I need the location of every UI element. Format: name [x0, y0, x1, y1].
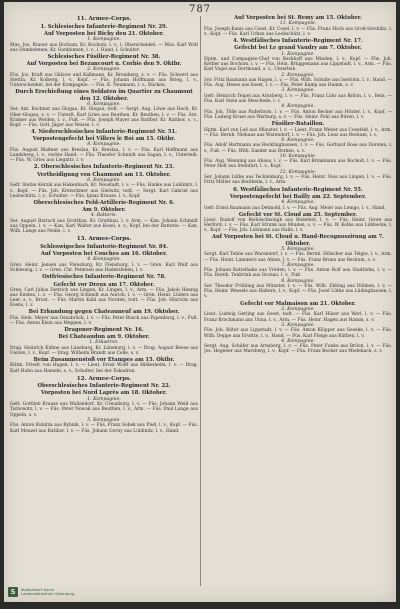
page-number: 787	[188, 4, 212, 15]
unit-subheading: 6. Kompagnie.	[87, 101, 121, 107]
section-heading: Gefecht bei Le grand Vaudry am 7. Oktober.	[234, 45, 362, 52]
casualty-entry: Sergt. Karl Tebbe aus Warendorf, l. v. — Füs. Bernh. Hölscher aus Telgte, l. v., Arm. — Füs. Heinr. Lammers aus Ahlen, l. v. — Füs. Franz Brune aus Beckum, s. v.	[204, 252, 392, 263]
casualty-entry: Gefr. Stefan Kerzik aus Hakenbach, Kr. Neustadt, l. v. — Füs. Hanke aus Lublinitz, l. v., Kopf. — Füs. Joh. Kretschmer aus Gleiwitz, todt. — Sergt. Karl Gabriel aus Leobschütz, l. v., Schulter. — Füs. Ignaz Krause, l. v., Kopf.	[10, 183, 198, 199]
casualty-entry: Lieut. Rudolf von Bodelschwingh aus Bielefeld, l. v. — Füs. Heinr. Grote aus Herford, l. v. — Füs. Karl Strunk aus Minden, s. v. — Füs. W. Kolbe aus Lübbecke, l. v., Kopf. — Füs. Joh. Lohmann aus Halle, l. v.	[204, 217, 392, 234]
unit-subheading: 1. Eskadron.	[89, 340, 119, 346]
casualty-entry: Gefr. Ernst Baumann aus Detmold, l. v. — Füs. Aug. Meier aus Lemgo, l. v., Hand.	[204, 205, 386, 211]
section-heading: Auf Vorposten bei Conches am 16. Oktober.	[40, 251, 168, 258]
unit-subheading: 6. Kompagnie.	[87, 177, 121, 183]
section-heading: 4. Westfälisches Infanterie-Regiment Nr. 17.	[233, 38, 363, 45]
section-heading: Dragoner-Regiment Nr. 16.	[64, 326, 144, 333]
casualty-entry: Gren. Carl Julius Dietrich aus Lingen, Kr. Lingen, l. v., Arm. — Füs. Jakob Hennig aus Emden, l. v. — Füs. Georg Schmidt aus Aurich, l. v. — Gren. Heinr. Lüders aus Leer, s. v., Brust. — Füs. Martin Kahl aus Norden, todt. — Füs. Joh. Hinrichs aus Esens, l. v.	[10, 287, 198, 309]
unit-subheading: 2. Kompagnie.	[87, 67, 121, 73]
section-heading: Schleswigsches Infanterie-Regiment Nr. 84.	[40, 244, 168, 250]
unit-subheading: 12. Kompagnie.	[279, 169, 317, 175]
section-heading: Auf Vorposten bei St. Cloud u. Hand-Recognoszirung am 7. Oktober.	[212, 234, 384, 247]
unit-subheading: 4. Kompagnie.	[281, 338, 315, 344]
casualty-entry: Füs. Hein. Meyer aus Osnabrück, l. v. — Füs. Peter Busch aus Papenburg, l. v., Fuß. — Füs. Anton Klein aus Meppen, l. v.	[10, 315, 198, 326]
corps-heading: 11. Armee-Corps.	[76, 16, 132, 22]
casualty-entry: Drag. Heinrich Kühne aus Lüneburg, Kr. Lüneburg, l. v. — Drag. August Reese aus Uelzen, l. v., Kopf. — Drag. Wilhelm Brandt aus Celle, s. v.	[10, 345, 198, 357]
unit-subheading: 5. Kompagnie.	[281, 246, 315, 252]
section-heading: Vertheidigung von Chaumont am 13. Oktober.	[37, 171, 171, 178]
casualty-entry: Ser. Fritz Baumann aus Hagen, l. v. — Füs. Wilh. Schulte aus Iserlohn, l. v., Hand. — Füs. Aug. Hesse aus Soest, l. v. — Füs. Peter Kamp aus Hamm, s. v.	[204, 78, 392, 89]
casualty-entry: Gefr. Heinrich Teipel aus Arnsberg, l. v. — Füs. Franz Löhr aus Brilon, l. v., Bein. — Füs. Karl Stein aus Meschede, l. v.	[204, 94, 392, 105]
library-logo	[8, 585, 104, 599]
section-heading: Auf Vorposten bei Bezancourt u. Corbie den 9. Oktbr.	[26, 61, 182, 68]
section-heading: 1. Schlesisches Infanterie-Regiment Nr. 29.	[40, 23, 168, 30]
unit-subheading: 1. Kompagnie.	[87, 37, 121, 42]
casualty-entry: Rittm. Friedr. von Hagen, l. v. — Lieut. Ernst Wolff aus Hildesheim, l. v. — Drag. Karl Hahn aus Hameln, s. v., Schulter, bei der Eskadron.	[10, 363, 198, 374]
library-logo-line2: Landesbibliothek Oldenburg	[21, 591, 75, 596]
unit-subheading: 3. Kompagnie.	[281, 322, 315, 328]
unit-subheading: 4. Kompagnie.	[281, 199, 315, 205]
section-heading: Bei Chateaudun am 9. Oktober.	[58, 334, 150, 341]
section-heading: Auf Vorposten bei St. Remy am 15. Oktober.	[234, 15, 362, 21]
unit-subheading: 7. Kompagnie.	[281, 262, 315, 268]
casualty-entry: Gefr. Gottlieb Krause aus Wallendorf, Kr. Creuzburg, l. v. — Füs. Johann Weiß aus Tarnowitz, l. v. — Füs. Peter Nowak aus Beuthen, l. v., Arm. — Füs. Paul Lange aus Oppeln, s. v.	[10, 402, 198, 418]
section-heading: Vorpostengefecht bei Bailly am 22. September.	[229, 193, 367, 200]
corps-heading: 13. Armee-Corps.	[76, 236, 132, 243]
section-heading: Vorposten bei Nord Laprès am 18. Oktober.	[41, 390, 167, 397]
corps-heading: 12. Armee-Corps.	[76, 375, 132, 382]
section-heading: 2. Oberschlesisches Infanterie-Regiment Nr. 23.	[33, 164, 175, 171]
library-logo-text	[21, 588, 74, 597]
section-heading: Oberschlesisches Feld-Artillerie-Regiment Nr. 6.	[33, 199, 175, 206]
left-column	[10, 14, 198, 589]
casualty-entry: Füs. Adolf Hartmann aus Recklinghausen, l. v. — Füs. Gerhard Rose aus Dorsten, l. v., Fuß. — Füs. Wilh. Sander aus Borken, s. v.	[204, 143, 392, 154]
casualty-entry: Füs. Joh. Tölle aus Paderborn, l. v. — Füs. Anton Becker aus Höxter, l. v., Kopf. — Füs. Ludwig Kruse aus Warburg, s. v. — Füs. Heinr. Pohl aus Büren, l. v.	[204, 109, 392, 121]
section-heading: 6. Westfälisches Infanterie-Regiment Nr. 55.	[233, 186, 363, 193]
casualty-entry: Sergt. Aug. Schäfer aus Arnsberg, l. v. — Füs. Peter Funke aus Brilon, l. v. — Füs. Jos. Hegener aus Marsberg, l. v., Kopf. — Füs. Franz Becker aus Medebach, s. v.	[204, 344, 392, 355]
casualty-entry: Mus. Jos. Brauer aus Bochum, Kr. Bochum, l. v., l. Oberschenkel. — Mus. Karl Wolf aus Dumkehmen, Kr. Gumbinnen, l. v., l. Hand, l. Schulter.	[10, 42, 198, 53]
section-heading: Am 9. Oktober.	[82, 207, 126, 214]
casualty-entry: Ser. Johann Lütke aus Tecklenburg, l. v. — Füs. Heinr. Voss aus Lingen, l. v. — Füs. Fritz Möller aus Bentheim, l. v., Arm.	[204, 175, 392, 186]
section-heading: Bei Erkundung gegen Chateauneuf am 19. Oktober.	[28, 309, 180, 316]
casualty-entry: Ser. Ant. Buchner aus Glogau, Kr. Glogau, todt. — Sergt. Aug. Löwe aus Hoch, Kr. Ober-Glogau, s. v. — Unterlt. Karl Gries aus Beuthen, Kr. Beuthen, l. v. — Füs. Arn. Kramer aus Weiden, l. v., Fuß. — Füs. Joseph Mayer aus Ratibor, Kr. Ratibor, s. v., Kopf. — Füs. Gott. Jäger aus Neisse, l. v.	[10, 107, 198, 128]
section-heading: Oberschlesisches Infanterie-Regiment Nr. 22.	[37, 383, 171, 390]
section-heading: Beim Zusammenstoß vor Etampes am 15. Oktbr.	[33, 357, 175, 364]
casualty-entry: Ser. Theodor Frühling aus Münster, l. v. — Füs. Wilh. Ebbing aus Dülmen, l. v. — Füs. Heinr. Wessels aus Haltern, l. v., Kopf. — Füs. Josef Lütke aus Lüdinghausen, l. v.	[204, 284, 392, 300]
unit-subheading: 4. Batterie.	[90, 213, 118, 219]
casualty-entry: Lieut. Ludwig Gerling aus Soest, todt. — Füs. Karl Hüser aus Werl, l. v. — Füs. Franz Brockmann aus Unna, l. v., Arm. — Füs. Heinr. Hagen aus Hamm, s. v.	[204, 312, 392, 323]
section-heading: Schlesisches Füsilier-Regiment Nr. 38.	[47, 53, 161, 60]
unit-subheading: 1. Kompagnie.	[87, 396, 121, 402]
casualty-entry: Hptm. Karl von Loë aus Münster, l. v. — Lieut. Franz Weber aus Coesfeld, l. v., Arm. — Füs. Bernh. Niehaus aus Warendorf, l. v. — Füs. Joh. Lenz aus Beckum, l. v.	[204, 127, 392, 138]
casualty-entry: Füs. Anton Kubitza aus Rybnik, l. v. — Füs. Franz Sobek aus Pleß, l. v., Kopf. — Füs. Karl Menzel aus Ratibor, l. v. — Füs. Johann Gorny aus Lublinitz, l. v., Hand.	[10, 423, 198, 434]
casualty-entry: Ser. August Bartsch aus Grottkau, Kr. Grottkau, l. v. Arm. — Kan. Johann Schmidt aus Oppeln, l. v. — Kan. Karl Walter aus Kosel, s. v., Kopf, bei der Batterie. — Kan. Wilh. Lange aus Neiße, l. v.	[10, 218, 198, 235]
unit-subheading: 11. Kompagnie.	[279, 21, 317, 27]
section-heading: 4. Niederschlesisches Infanterie-Regiment Nr. 51.	[31, 129, 177, 135]
unit-subheading: 4. Kompagnie.	[87, 257, 121, 263]
unit-subheading: 2. Kompagnie.	[281, 306, 315, 312]
casualty-entry: Füs. Aug. Wenning aus Ahaus, l. v. — Füs. Karl Brinkmann aus Bocholt, l. v. — Füs. Peter Holt aus Steinfurt, l. v., Kopf.	[204, 159, 392, 170]
library-logo-line1: digitalisiert durch	[21, 586, 55, 592]
unit-subheading: 8. Kompagnie.	[281, 278, 315, 284]
casualty-entry: Gren. Heinr. Jensen aus Flensburg, Kr. Flensburg, l. v. — Gren. Karl Wulf aus Schleswig, l. v. — Gren. Chr. Petersen aus Hadersleben, l. v.	[10, 263, 198, 274]
section-heading: Vorpostengefecht bei Villers le Roi am 15. Oktbr.	[32, 136, 176, 143]
unit-subheading: 8. Kompagnie.	[87, 142, 121, 148]
unit-subheading: 10. Kompagnie.	[279, 153, 317, 159]
unit-subheading: 4. Kompagnie.	[281, 104, 315, 110]
section-heading: Gefecht vor St. Cloud am 25. September.	[238, 211, 358, 218]
section-heading: Füsilier-Bataillon.	[271, 121, 325, 128]
casualty-entry: Füs. Joseph Kanis aus Cosel, Kr. Cosel, l. v. — Füs. Franz Hoch aus Groß-Strehlitz, l. v., Kopf. — Füs. Karl Urban aus Leobschütz, l. v.	[204, 26, 392, 37]
unit-subheading: 9. Kompagnie.	[281, 137, 315, 143]
unit-subheading: 2. Kompagnie.	[281, 72, 315, 78]
column-divider	[200, 16, 201, 586]
casualty-entry: Hptm. und Compagnie-Chef von Beckhoff aus Minden, l. v., Kopf. — Füs. Joh. Kettler aus Bochum, l. v. — Füs. Hein. Brüggemann aus Lippstadt, l. v., Arm. — Füs. Karl Vogel aus Dortmund, s. v., Unterleib.	[204, 57, 392, 73]
section-heading: Gefecht vor Malmaison am 21. Oktober.	[240, 300, 356, 307]
library-logo-icon: S	[8, 587, 18, 597]
casualty-entry: Füs. Jos. Kraft aus Gülzow und Kallmann, Kr. Bromberg, s. v. — Füs. Schwert aus Stettin, Kr. Kolberg, l. v., Kopf. — Füs. Johann Hoffmann aus Brieg, l. v., Unterschenkel, bei der Kompagnie. — Füs. K. Neumann, l. v., Rücken.	[10, 72, 198, 89]
section-heading: Ostfriesisches Infanterie-Regiment Nr. 78.	[42, 274, 166, 281]
section-heading: Gefecht vor Dreux am 17. Oktober.	[53, 281, 155, 288]
casualty-entry: Füs. Johann Kettelhake aus Vreden, l. v. — Füs. Anton Rolf aus Stadtlohn, l. v. — Füs. Bernh. Tenbrink aus Gronau, l. v., Fuß.	[204, 268, 392, 279]
section-heading: Durch Erschießung eines Soldaten im Quartier zu Chaumont den 12. Oktober.	[15, 89, 193, 102]
unit-subheading: 3. Kompagnie.	[281, 88, 315, 94]
casualty-entry: Füs. August Blaßner aus Breslau, Kr. Breslau, l. v. — Füs. Karl Hoffmann aus Landsberg, l. v., rechte Hand. — Füs. Theodor Schmidt aus Sagan, l. v., Unterleib. — Füs. W. Gries aus Liegnitz, l. v.	[10, 148, 198, 164]
newspaper-page	[4, 2, 396, 602]
right-column	[204, 14, 392, 589]
casualty-entry: Füs. Joh. Rüter aus Lippstadt, l. v. — Füs. Anton Klöpper aus Geseke, l. v. — Füs. Wilh. Deppe aus Erwitte, l. v., Hand. — Füs. Karl Fleige aus Rüthen, l. v.	[204, 328, 392, 339]
unit-subheading: 1. Kompagnie.	[281, 51, 315, 57]
unit-subheading: 5. Kompagnie.	[87, 417, 121, 423]
section-heading: Auf Vorposten bei Bichy den 21. Oktober.	[44, 30, 164, 37]
